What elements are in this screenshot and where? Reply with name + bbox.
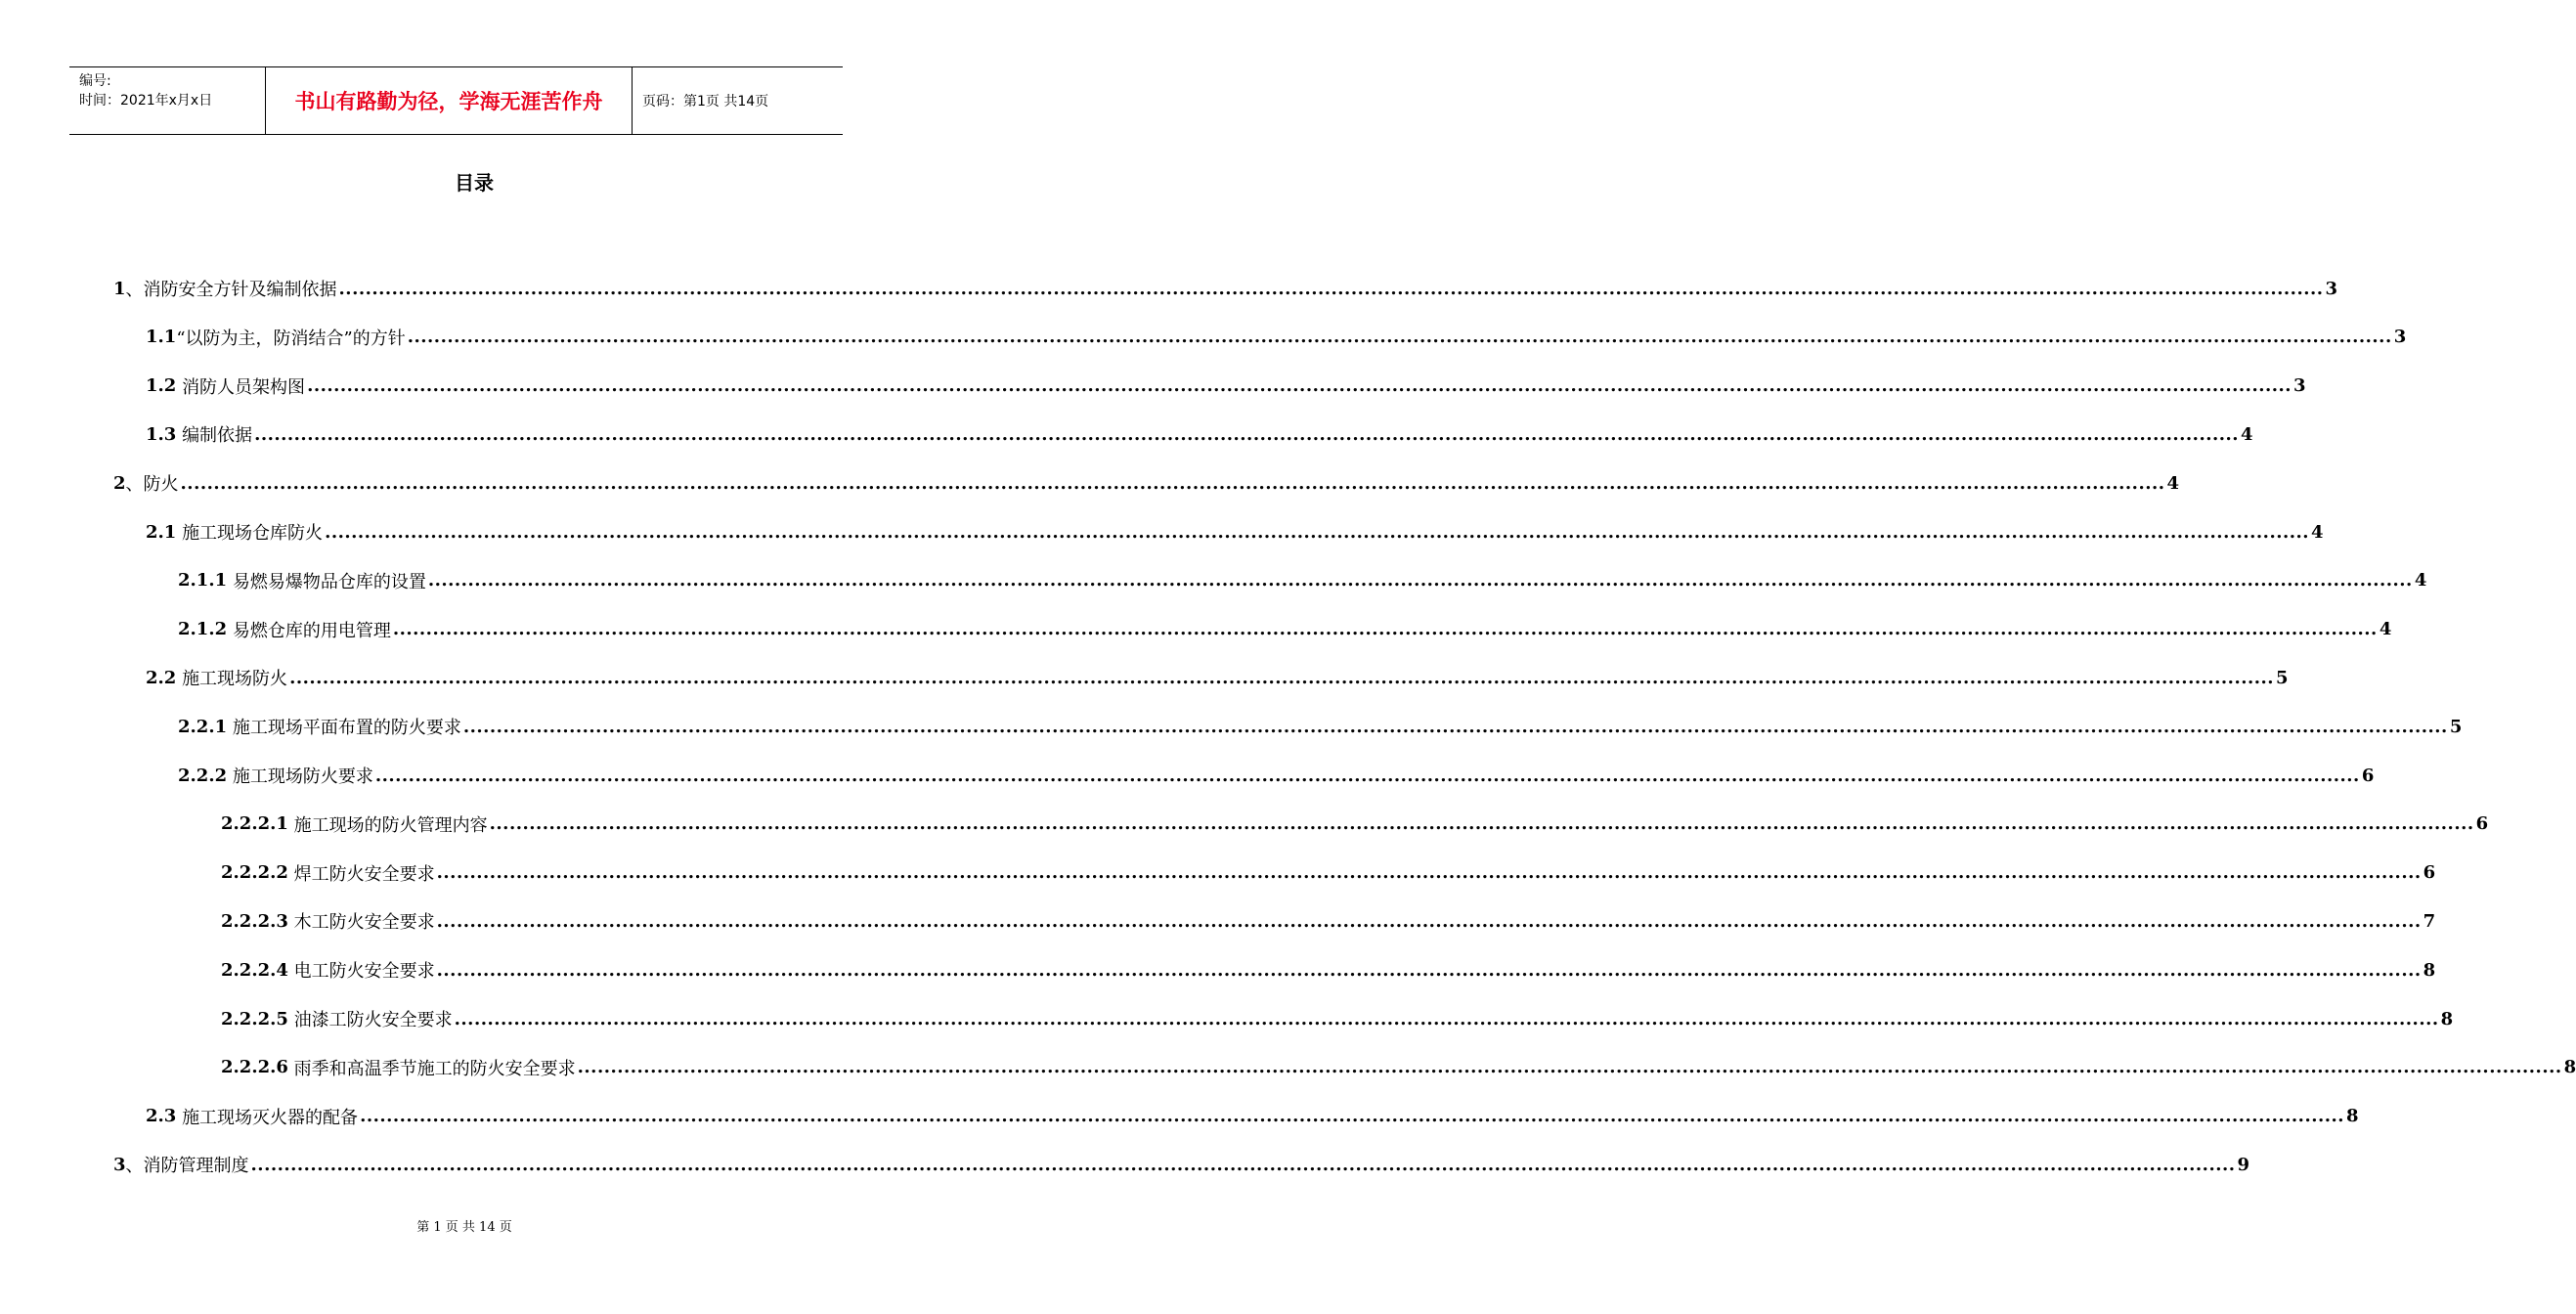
toc-leader-dots: ............................................................................................................................................................................................................................................................................................................ (454, 1008, 2439, 1029)
toc-entry-title: 消防人员架构图 (182, 376, 306, 398)
toc-leader-dots: ............................................................................................................................................................................................................................................................................................................ (577, 1057, 2562, 1078)
header-motto: 书山有路勤为径，学海无涯苦作舟 (266, 67, 633, 134)
toc-entry-page: 5 (2449, 716, 2463, 737)
toc-entry-page: 8 (2440, 1008, 2454, 1029)
toc-leader-dots: ............................................................................................................................................................................................................................................................................................................ (489, 813, 2474, 835)
toc-entry-number: 2.2.2.2 (221, 862, 288, 884)
toc-leader-dots: ............................................................................................................................................................................................................................................................................................................ (338, 278, 2324, 299)
toc-entry-title: 雨季和高温季节施工的防火安全要求 (293, 1058, 576, 1079)
toc-entry-title: 消防安全方针及编制依据 (143, 280, 337, 300)
toc-entry[interactable] (146, 410, 2253, 459)
toc-entry-number: 2.1.2 (178, 619, 228, 640)
toc-entry-page: 5 (2276, 667, 2289, 688)
toc-entry-page: 3 (2293, 375, 2306, 397)
toc-entry-title: 编制依据 (182, 425, 253, 447)
toc-entry-title: 施工现场的防火管理内容 (293, 814, 488, 836)
toc-entry-title: 施工现场平面布置的防火要求 (232, 718, 461, 739)
toc-entry-number: 2 (113, 472, 126, 494)
toc-entry[interactable] (113, 459, 2180, 507)
toc-entry-number: 2.1 (146, 521, 177, 543)
toc-entry-title: 电工防火安全要求 (293, 961, 435, 983)
toc-entry[interactable] (221, 1043, 2576, 1092)
toc-title: 目录 (455, 171, 494, 195)
header-meta (69, 67, 266, 134)
toc-entry-separator: 、 (125, 474, 144, 496)
toc-entry-page: 4 (2311, 521, 2324, 543)
toc-leader-dots: ............................................................................................................................................................................................................................................................................................................ (462, 716, 2448, 737)
toc-entry-title: 易燃易爆物品仓库的设置 (232, 571, 426, 592)
toc-entry-number: 1.2 (146, 375, 177, 397)
toc-entry-title: 施工现场防火 (182, 669, 288, 690)
toc-entry-title: 施工现场仓库防火 (182, 523, 324, 544)
toc-leader-dots: ............................................................................................................................................................................................................................................................................................................ (427, 570, 2413, 591)
page-footer: 第 1 页 共 14 页 (416, 1220, 512, 1235)
toc-entry-number: 2.2.2 (178, 765, 228, 786)
toc-entry-number: 1.1 (146, 327, 177, 348)
toc-leader-dots: ............................................................................................................................................................................................................................................................................................................ (374, 765, 2360, 786)
toc-leader-dots: ............................................................................................................................................................................................................................................................................................................ (436, 959, 2422, 981)
toc-entry-number: 2.2.2.1 (221, 813, 288, 835)
toc-entry[interactable] (178, 605, 2392, 654)
toc-entry-number: 1.3 (146, 423, 177, 445)
toc-entry-page: 6 (2423, 862, 2436, 884)
toc-entry[interactable] (221, 897, 2436, 945)
toc-entry-page: 8 (2346, 1106, 2359, 1127)
toc-entry-title: 焊工防火安全要求 (293, 863, 435, 885)
toc-entry-separator: 、 (125, 1156, 144, 1177)
toc-entry-page: 4 (2414, 570, 2427, 591)
toc-entry[interactable] (146, 1092, 2359, 1141)
toc-entry-number: 2.2.2.6 (221, 1057, 288, 1078)
toc-entry-title: 施工现场灭火器的配备 (182, 1107, 359, 1128)
toc-entry[interactable] (113, 264, 2338, 313)
toc-entry-title: 油漆工防火安全要求 (293, 1010, 453, 1030)
toc-leader-dots: ............................................................................................................................................................................................................................................................................................................ (250, 1154, 2236, 1175)
toc-leader-dots: ............................................................................................................................................................................................................................................................................................................ (180, 472, 2165, 494)
header-page-info: 页码：第1页 共14页 (642, 94, 769, 110)
toc-entry[interactable] (221, 849, 2436, 898)
toc-entry-number: 2.1.1 (178, 570, 228, 591)
toc-entry-separator: 、 (125, 280, 144, 300)
toc-entry-title: 易燃仓库的用电管理 (232, 620, 391, 641)
toc-leader-dots: ............................................................................................................................................................................................................................................................................................................ (254, 423, 2240, 445)
toc-entry[interactable] (221, 800, 2489, 849)
toc-entry-page: 6 (2361, 765, 2375, 786)
toc-entry[interactable] (146, 362, 2306, 411)
toc-leader-dots: ............................................................................................................................................................................................................................................................................................................ (307, 375, 2292, 397)
toc-entry-number: 2.2 (146, 667, 177, 688)
toc-leader-dots: ............................................................................................................................................................................................................................................................................................................ (436, 862, 2422, 884)
toc-entry[interactable] (221, 994, 2454, 1043)
toc-entry-number: 1 (113, 278, 126, 299)
toc-entry-page: 4 (2379, 619, 2392, 640)
toc-entry[interactable] (178, 556, 2427, 605)
toc-entry-title: 木工防火安全要求 (293, 912, 435, 934)
toc-entry-page: 6 (2475, 813, 2489, 835)
toc-entry-number: 2.2.2.3 (221, 910, 288, 932)
toc-entry[interactable] (178, 702, 2463, 751)
toc-entry[interactable] (146, 313, 2407, 362)
toc-entry[interactable] (146, 653, 2289, 702)
toc-entry-number: 2.2.2.5 (221, 1008, 288, 1029)
toc-entry-page: 8 (2423, 959, 2436, 981)
toc-entry-page: 7 (2423, 910, 2436, 932)
toc-entry[interactable] (113, 1140, 2250, 1189)
toc-entry-page: 3 (2325, 278, 2338, 299)
toc-entry-number: 2.3 (146, 1106, 177, 1127)
toc-entry-number: 2.2.1 (178, 716, 228, 737)
toc-leader-dots: ............................................................................................................................................................................................................................................................................................................ (289, 667, 2275, 688)
toc-leader-dots: ............................................................................................................................................................................................................................................................................................................ (436, 910, 2422, 932)
toc-entry-title: 施工现场防火要求 (232, 766, 373, 787)
toc-entry-page: 4 (2241, 423, 2253, 445)
toc-leader-dots: ............................................................................................................................................................................................................................................................................................................ (407, 327, 2392, 348)
toc-leader-dots: ............................................................................................................................................................................................................................................................................................................ (392, 619, 2378, 640)
toc-entry-title: “以防为主，防消结合”的方针 (176, 328, 406, 349)
toc-leader-dots: ............................................................................................................................................................................................................................................................................................................ (325, 521, 2310, 543)
toc-entry-title: 消防管理制度 (143, 1156, 249, 1177)
page-header (69, 66, 843, 135)
toc-entry-title: 防火 (143, 474, 179, 496)
toc-entry-page: 9 (2237, 1154, 2250, 1175)
toc-entry[interactable] (178, 751, 2375, 800)
toc-entry-page: 8 (2563, 1057, 2576, 1078)
toc-entry[interactable] (221, 945, 2436, 994)
toc-entry-page: 4 (2166, 472, 2180, 494)
toc-entry-page: 3 (2393, 327, 2407, 348)
toc-entry[interactable] (146, 507, 2324, 556)
toc-entry-number: 3 (113, 1154, 126, 1175)
document-number-label: 编号: (79, 73, 111, 89)
toc-entry-number: 2.2.2.4 (221, 959, 288, 981)
document-time: 时间：2021年x月x日 (79, 93, 213, 109)
toc-leader-dots: ............................................................................................................................................................................................................................................................................................................ (360, 1106, 2345, 1127)
